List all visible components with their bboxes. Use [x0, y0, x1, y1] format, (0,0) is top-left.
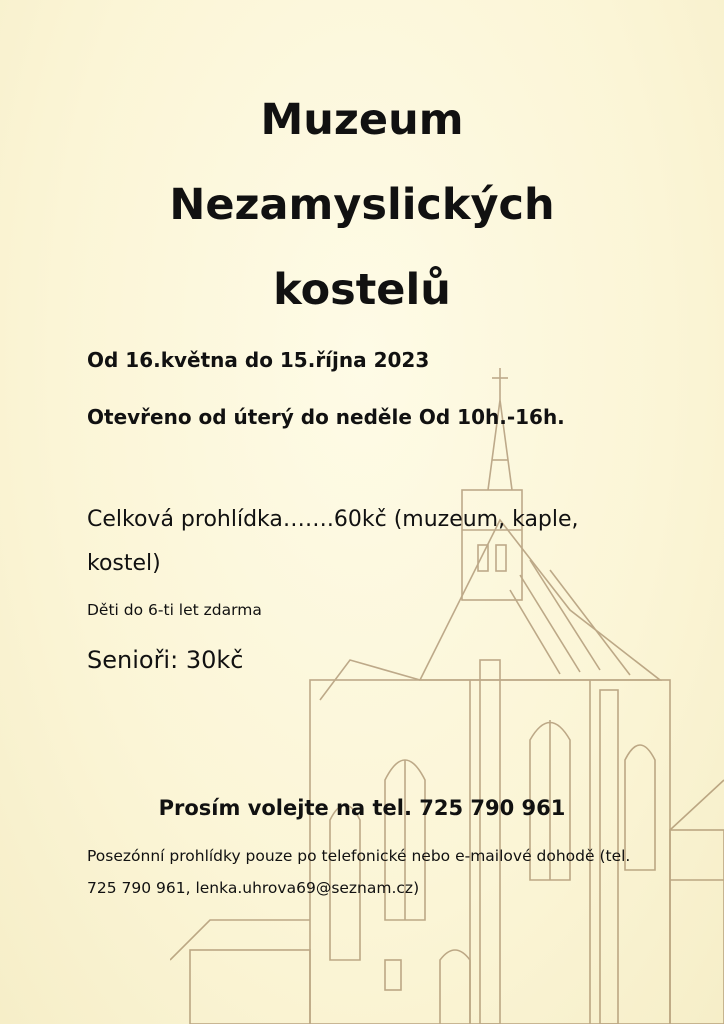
title-line-1: Muzeum — [260, 95, 464, 145]
full-tour-price: Celková prohlídka…….60kč (muzeum, kaple, kostel) — [87, 507, 579, 576]
opening-hours: Otevřeno od úterý do neděle Od 10h.-16h. — [87, 405, 565, 429]
season-dates: Od 16.května do 15.října 2023 — [87, 348, 430, 372]
offseason-tours-note: Posezónní prohlídky pouze po telefonické nebo e-mailové dohodě (tel. 725 790 961, lenka.uhrova69@seznam.cz) — [87, 847, 631, 897]
title-line-2: Nezamyslických — [169, 180, 555, 230]
church-sketch-illustration — [170, 360, 724, 1024]
call-phone: Prosím volejte na tel. 725 790 961 — [158, 796, 566, 820]
children-free: Děti do 6-ti let zdarma — [87, 601, 262, 619]
seniors-price: Senioři: 30kč — [87, 646, 244, 674]
title-line-3: kostelů — [273, 265, 451, 315]
